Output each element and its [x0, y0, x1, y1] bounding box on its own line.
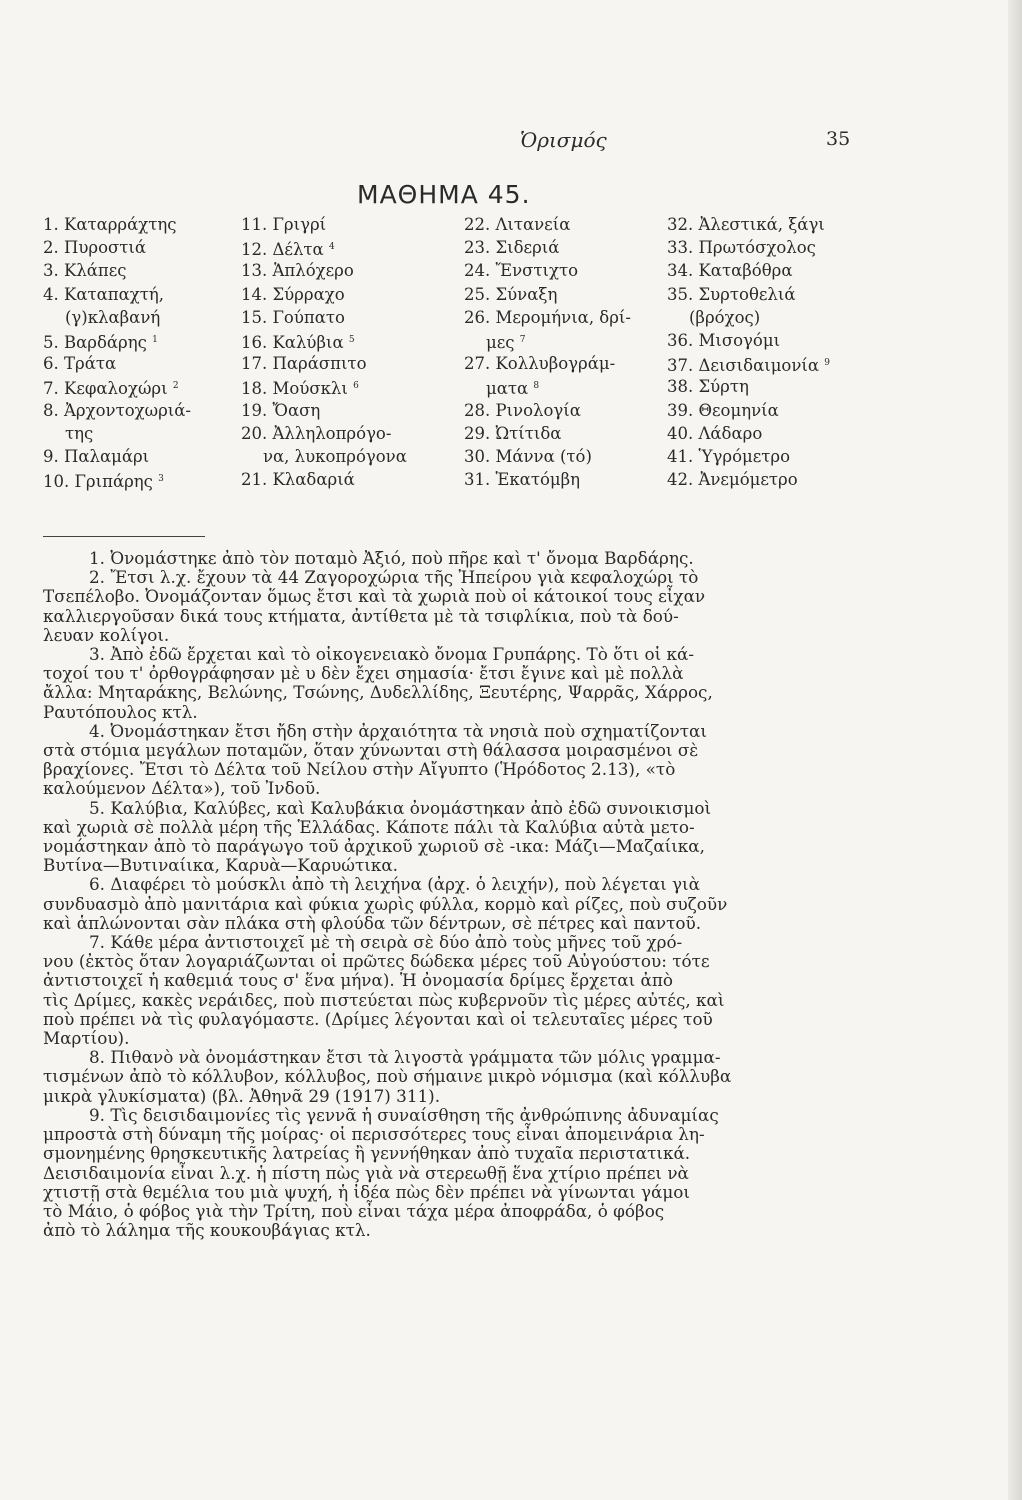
vocab-column-4: [667, 213, 830, 491]
footnote-mark: 2: [172, 381, 179, 392]
footnote-mark: 6: [353, 381, 359, 392]
footnote-line: λευαν κολίγοι.: [43, 624, 170, 645]
vocab-item: 11. Γριγρί: [241, 215, 327, 234]
footnote-3: [43, 645, 863, 722]
vocab-item: 31. Ἑκατόμβη: [464, 470, 581, 490]
footnote-2: [43, 568, 863, 645]
footnote-mark: 3: [158, 474, 164, 485]
vocab-item-continuation: μες $^7$: [486, 332, 526, 352]
footnote-line: Τσεπέλοβο. Ὀνομάζονταν ὅμως ἔτσι καὶ τὰ χωριὰ ποὺ οἱ κάτοικοί τους εἶχαν: [43, 586, 706, 607]
footnote-line: τὶς Δρίμες, κακὲς νεράιδες, ποὺ πιστεύεται πὼς κυβερνοῦν τὶς μέρες αὐτές, καὶ: [43, 989, 725, 1010]
vocab-item: 38. Σύρτη: [667, 377, 749, 397]
footnote-line: νομάστηκαν ἀπὸ τὸ παράγωγο τοῦ ἀρχικοῦ χωριοῦ σὲ -ικα: Μάζι—Μαζαίικα,: [43, 836, 705, 857]
footnote-line: καλούμενον Δέλτα»), τοῦ Ἰνδοῦ.: [43, 778, 321, 799]
footnote-line: στὰ στόμια μεγάλων ποταμῶν, ὅταν χύνωνται στὴ θάλασσα μοιρασμένοι σὲ: [43, 740, 699, 761]
vocab-item: 5. Βαρδάρης $^1$: [43, 332, 158, 352]
vocab-item: 39. Θεομηνία: [667, 400, 779, 420]
vocab-item: 12. Δέλτα $^4$: [241, 240, 335, 260]
vocab-item-continuation: της: [65, 423, 94, 443]
footnote-7: [43, 933, 863, 1048]
footnote-line: Μαρτίου).: [43, 1028, 130, 1049]
vocab-item-continuation: (βρόχος): [689, 307, 761, 327]
footnote-line: 1. Ὀνομάστηκε ἀπὸ τὸν ποταμὸ Ἀξιό, ποὺ πῆρε καὶ τ' ὄνομα Βαρδάρης.: [89, 548, 694, 568]
vocab-item: 20. Ἀλληλοπρόγο-: [241, 423, 392, 443]
footnote-line: νου (ἐκτὸς ὅταν λογαριάζωνται οἱ πρῶτες δώδεκα μέρες τοῦ Αὐγούστου: τότε: [43, 951, 710, 972]
vocab-item: 22. Λιτανεία: [464, 215, 571, 234]
vocab-item: 34. Καταβόθρα: [667, 261, 793, 281]
footnote-line: τισμένων ἀπὸ τὸ κόλλυβον, κόλλυβος, ποὺ σήμαινε μικρὸ νόμισμα (καὶ κόλλυβα: [43, 1066, 732, 1087]
running-head: Ὁρισμός: [520, 128, 607, 152]
footnote-line: 3. Ἀπὸ ἐδῶ ἔρχεται καὶ τὸ οἰκογενειακὸ ὄνομα Γρυπάρης. Τὸ ὅτι οἱ κά-: [89, 644, 694, 665]
footnote-line: μπροστὰ στὴ δύναμη τῆς μοίρας· οἱ περισσότερες τους εἶναι ἀπομεινάρια λη-: [43, 1124, 705, 1145]
footnote-mark: 9: [824, 358, 830, 369]
footnote-separator: [43, 536, 205, 537]
page-number: 35: [826, 128, 851, 150]
vocab-item: 18. Μούσκλι $^6$: [241, 379, 359, 399]
footnote-line: ἄλλα: Μηταράκης, Βελώνης, Τσώνης, Δυδελλίδης, Ξευτέρης, Ψαρρᾶς, Χάρρος,: [43, 682, 713, 703]
vocab-item: 19. Ὄαση: [241, 400, 321, 420]
footnote-line: 8. Πιθανὸ νὰ ὀνομάστηκαν ἔτσι τὰ λιγοστὰ γράμματα τῶν μόλις γραμμα-: [89, 1047, 721, 1068]
footnote-line: τοχοί του τ' ὀρθογράφησαν μὲ υ δὲν ἔχει σημασία· ἔτσι ἔγινε καὶ μὲ πολλὰ: [43, 663, 684, 684]
footnote-8: [43, 1048, 863, 1106]
vocab-item-continuation: ματα $^8$: [486, 379, 540, 399]
footnote-line: 6. Διαφέρει τὸ μούσκλι ἀπὸ τὴ λειχήνα (ἀρχ. ὁ λειχήν), ποὺ λέγεται γιὰ: [89, 874, 700, 895]
footnote-line: ποὺ πρέπει νὰ τὶς φυλαγόμαστε. (Δρίμες λέγονται καὶ οἱ τελευταῖες μέρες τοῦ: [43, 1008, 713, 1029]
vocab-item: 25. Σύναξη: [464, 284, 558, 304]
footnote-mark: 4: [328, 242, 335, 253]
vocab-item: 17. Παράσπιτο: [241, 354, 367, 374]
vocab-item: 24. Ἔνστιχτο: [464, 261, 579, 281]
footnote-line: Δεισιδαιμονία εἶναι λ.χ. ἡ πίστη πὼς γιὰ νὰ στερεωθῇ ἕνα χτίριο πρέπει νὰ: [43, 1162, 689, 1183]
vocab-item: 29. Ὠτίτιδα: [464, 423, 562, 443]
footnote-line: συνδυασμὸ ἀπὸ μανιτάρια καὶ φύκια χωρὶς φύλλα, κορμὸ καὶ ρίζες, ποὺ συζοῦν: [43, 893, 728, 914]
vocab-item: 2. Πυροστιά: [43, 238, 147, 258]
footnote-1: [43, 549, 863, 568]
footnote-9: [43, 1106, 863, 1240]
footnote-line: χτιστῇ στὰ θεμέλια του μιὰ ψυχή, ἡ ἰδέα πὼς δὲν πρέπει νὰ γίνωνται γάμοι: [43, 1181, 690, 1202]
vocab-item: 41. Ὑγρόμετρο: [667, 446, 791, 466]
page-edge-shadow: [1008, 0, 1022, 1500]
vocab-item: 42. Ἀνεμόμετρο: [667, 470, 798, 490]
footnote-line: 4. Ὀνομάστηκαν ἔτσι ἤδη στὴν ἀρχαιότητα τὰ νησιὰ ποὺ σχηματίζονται: [89, 720, 707, 741]
vocab-item: 15. Γούπατο: [241, 307, 345, 327]
vocab-item: 10. Γριπάρης $^3$: [43, 472, 164, 492]
footnote-line: καὶ χωριὰ σὲ πολλὰ μέρη τῆς Ἑλλάδας. Κάποτε πάλι τὰ Καλύβια αὐτὰ μετο-: [43, 816, 695, 837]
vocab-item: 23. Σιδεριά: [464, 238, 560, 258]
footnote-mark: 5: [348, 334, 355, 345]
vocab-item: 27. Κολλυβογράμ-: [464, 354, 616, 374]
lesson-title: ΜΑΘΗΜΑ 45.: [357, 180, 531, 209]
vocab-column-3: [464, 213, 631, 491]
footnote-mark: 7: [519, 334, 526, 345]
vocab-item: 28. Ρινολογία: [464, 400, 581, 420]
vocab-item: 6. Τράτα: [43, 354, 117, 374]
footnote-line: τὸ Μάιο, ὁ φόβος γιὰ τὴν Τρίτη, ποὺ εἶναι τάχα μέρα ἀποφράδα, ὁ φόβος: [43, 1200, 665, 1221]
vocab-item: 8. Ἀρχοντοχωριά-: [43, 400, 191, 420]
vocab-item: 14. Σύρραχο: [241, 284, 345, 304]
vocab-item: 3. Κλάπες: [43, 261, 127, 281]
vocab-item: 26. Μερομήνια, δρί-: [464, 307, 631, 327]
footnote-line: μικρὰ γλυκίσματα) (βλ. Ἀθηνᾶ 29 (1917) 311).: [43, 1085, 441, 1106]
footnote-line: ἀντιστοιχεῖ ἡ καθεμιά τους σ' ἕνα μήνα). Ἡ ὀνομασία δρίμες ἔρχεται ἀπὸ: [43, 970, 674, 991]
vocab-item: 4. Καταπαχτή,: [43, 284, 164, 304]
footnote-line: ἀπὸ τὸ λάλημα τῆς κουκουβάγιας κτλ.: [43, 1220, 371, 1241]
vocab-column-1: [43, 213, 191, 491]
footnote-mark: 8: [533, 381, 540, 392]
vocab-item-continuation: (γ)κλαβανή: [65, 307, 161, 327]
footnote-mark: 1: [152, 334, 158, 345]
footnotes: [43, 549, 863, 1240]
vocab-item: 40. Λάδαρο: [667, 423, 763, 443]
vocab-item: 13. Ἁπλόχερο: [241, 261, 354, 281]
vocab-item: 35. Συρτοθελιά: [667, 284, 796, 304]
footnote-6: [43, 875, 863, 933]
footnote-5: [43, 799, 863, 876]
footnote-4: [43, 722, 863, 799]
vocab-item: 1. Καταρράχτης: [43, 215, 177, 234]
footnote-line: καλλιεργοῦσαν δικά τους κτήματα, ἀντίθετα μὲ τὰ τσιφλίκια, ποὺ τὰ δού-: [43, 605, 679, 626]
footnote-line: βραχίονες. Ἔτσι τὸ Δέλτα τοῦ Νείλου στὴν Αἴγυπτο (Ἡρόδοτος 2.13), «τὸ: [43, 759, 676, 780]
vocab-item: 7. Κεφαλοχώρι $^2$: [43, 379, 179, 399]
vocab-item: 32. Ἀλεστικά, ξάγι: [667, 215, 825, 234]
vocab-item: 16. Καλύβια $^5$: [241, 332, 355, 352]
footnote-line: Βυτίνα—Βυτιναίικα, Καρυὰ—Καρυώτικα.: [43, 855, 398, 876]
vocab-item: 33. Πρωτόσχολος: [667, 238, 816, 258]
footnote-line: σμονημένης θρησκευτικῆς λατρείας ἢ γεννήθηκαν ἀπὸ τυχαῖα περιστατικά.: [43, 1143, 691, 1164]
footnote-line: 5. Καλύβια, Καλύβες, καὶ Καλυβάκια ὀνομάστηκαν ἀπὸ ἐδῶ συνοικισμοὶ: [89, 797, 712, 818]
vocab-column-2: [241, 213, 407, 491]
vocab-item: 30. Μάννα (τό): [464, 446, 592, 466]
footnote-line: καὶ ἁπλώνονται σὰν πλάκα στὴ φλούδα τῶν δέντρων, σὲ πέτρες καὶ παντοῦ.: [43, 912, 702, 933]
footnote-line: 7. Κάθε μέρα ἀντιστοιχεῖ μὲ τὴ σειρὰ σὲ δύο ἀπὸ τοὺς μῆνες τοῦ χρό-: [89, 932, 683, 953]
vocab-item-continuation: να, λυκοπρόγονα: [263, 446, 407, 466]
vocab-item: 37. Δεισιδαιμονία $^9$: [667, 356, 830, 376]
vocab-item: 36. Μισογόμι: [667, 330, 781, 350]
footnote-line: 2. Ἔτσι λ.χ. ἔχουν τὰ 44 Ζαγοροχώρια τῆς Ἠπείρου γιὰ κεφαλοχώρι τὸ: [89, 567, 699, 588]
vocab-item: 9. Παλαμάρι: [43, 446, 150, 466]
vocab-item: 21. Κλαδαριά: [241, 470, 355, 490]
footnote-line: Ραυτόπουλος κτλ.: [43, 701, 198, 722]
footnote-line: 9. Τὶς δεισιδαιμονίες τὶς γεννᾶ ἡ συναίσθηση τῆς ἀνθρώπινης ἀδυναμίας: [89, 1104, 719, 1125]
